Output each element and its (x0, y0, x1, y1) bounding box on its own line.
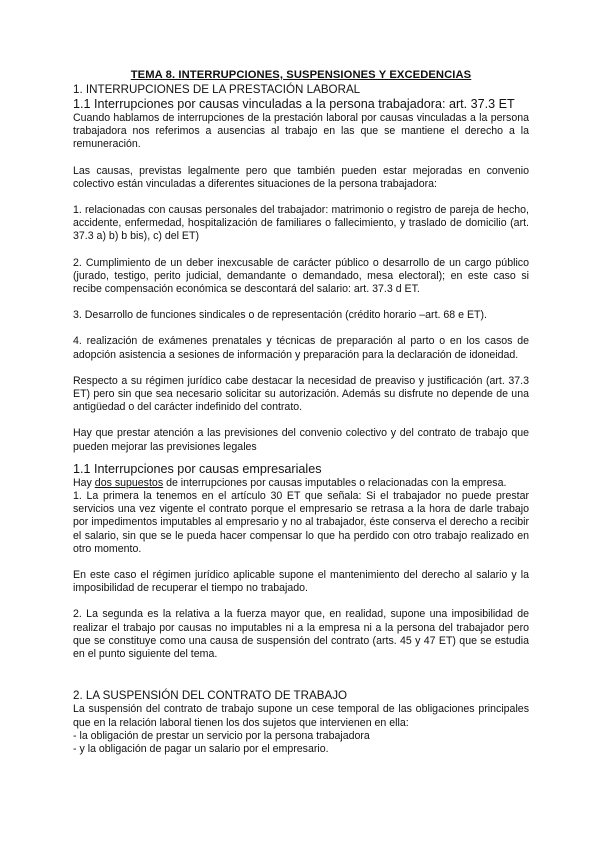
section1-intro: Cuando hablamos de interrupciones de la prestación laboral por causas vinculadas a la persona trabajadora nos referimos a ausencias al trabajo en las que se mantiene el derecho a la remuneración. (73, 112, 529, 151)
section1-cause-4: 4. realización de exámenes prenatales y técnicas de preparación al parto o en los casos de adopción asistencia a sesiones de información y preparación para la declaración de idoneidad. (73, 335, 529, 361)
section1b-case-1: 1. La primera la tenemos en el artículo 30 ET que señala: Si el trabajador no puede prestar servicios una vez vigente el contrato porque el empresario se retrasa a la hora de darle trabajo por impedimentos imputables al empresario y no al trabajador, éste conserva el derecho a recibir el salario, sin que se le pueda hacer compensar lo que ha perdido con otro trabajo realizado en otro momento. (73, 490, 529, 555)
section2-heading: 2. LA SUSPENSIÓN DEL CONTRATO DE TRABAJO (73, 689, 348, 703)
section1b-line1-post: de interrupciones por causas imputables o relacionadas con la empresa. (163, 476, 507, 489)
section2-intro: La suspensión del contrato de trabajo supone un cese temporal de las obligaciones principales que en la relación laboral tienen los dos sujetos que intervienen en ella: (73, 703, 529, 729)
section1-causes-intro: Las causas, previstas legalmente pero que también pueden estar mejoradas en convenio colectivo están vinculadas a diferentes situaciones de la persona trabajadora: (73, 164, 529, 190)
section1-cause-2: 2. Cumplimiento de un deber inexcusable de carácter público o desarrollo de un cargo público (jurado, testigo, perito judicial, demandante o demandado, mesa electoral); en este caso si recibe compensación económica se descontará del salario: art. 37.3 d ET. (73, 256, 529, 296)
section1-regime: Respecto a su régimen jurídico cabe destacar la necesidad de preaviso y justificación (art. 37.3 ET) pero sin que sea necesario solicitar su autorización. Además su disfrute no depende de una antigüedad o del carácter indefinido del contrato. (73, 374, 529, 414)
section1b-line1-pre: Hay (73, 476, 95, 489)
section1-attention: Hay que prestar atención a las previsiones del convenio colectivo y del contrato de trabajo que pueden mejorar las previsiones legales (73, 427, 529, 453)
document-page (73, 68, 529, 756)
section1-heading: 1. INTERRUPCIONES DE LA PRESTACIÓN LABORAL (73, 83, 361, 96)
section1b-line1 (73, 477, 529, 490)
section1-cause-1: 1. relacionadas con causas personales del trabajador: matrimonio o registro de pareja de hecho, accidente, enfermedad, hospitalización de familiares o fallecimiento, y traslado de domicilio (art. 37.3 a) b) b bis), c) del ET) (73, 204, 529, 243)
section2-item-1: - la obligación de prestar un servicio por la persona trabajadora (73, 729, 370, 742)
section1b-case-2: 2. La segunda es la relativa a la fuerza mayor que, en realidad, supone una imposibilidad de realizar el trabajo por causas no imputables ni a la empresa ni a la persona del trabajador pero que se constituye como una causa de suspensión del contrato (arts. 45 y 47 ET) que se estudia en el punto siguiente del tema. (73, 608, 529, 661)
section1-subheading: 1.1 Interrupciones por causas vinculadas a la persona trabajadora: art. 37.3 ET (73, 97, 515, 111)
section1b-line1-underlined: dos supuestos (94, 476, 164, 489)
section2-item-2: - y la obligación de pagar un salario por el empresario. (73, 742, 329, 755)
document-title: TEMA 8. INTERRUPCIONES, SUSPENSIONES Y EXCEDENCIAS (130, 69, 472, 81)
section1b-subheading: 1.1 Interrupciones por causas empresariales (73, 461, 322, 476)
section1-cause-3: 3. Desarrollo de funciones sindicales o de representación (crédito horario –art. 68 e ET). (73, 309, 487, 322)
section1b-case-1-regime: En este caso el régimen jurídico aplicable supone el mantenimiento del derecho al salario y la imposibilidad de recuperar el tiempo no trabajado. (73, 569, 529, 595)
